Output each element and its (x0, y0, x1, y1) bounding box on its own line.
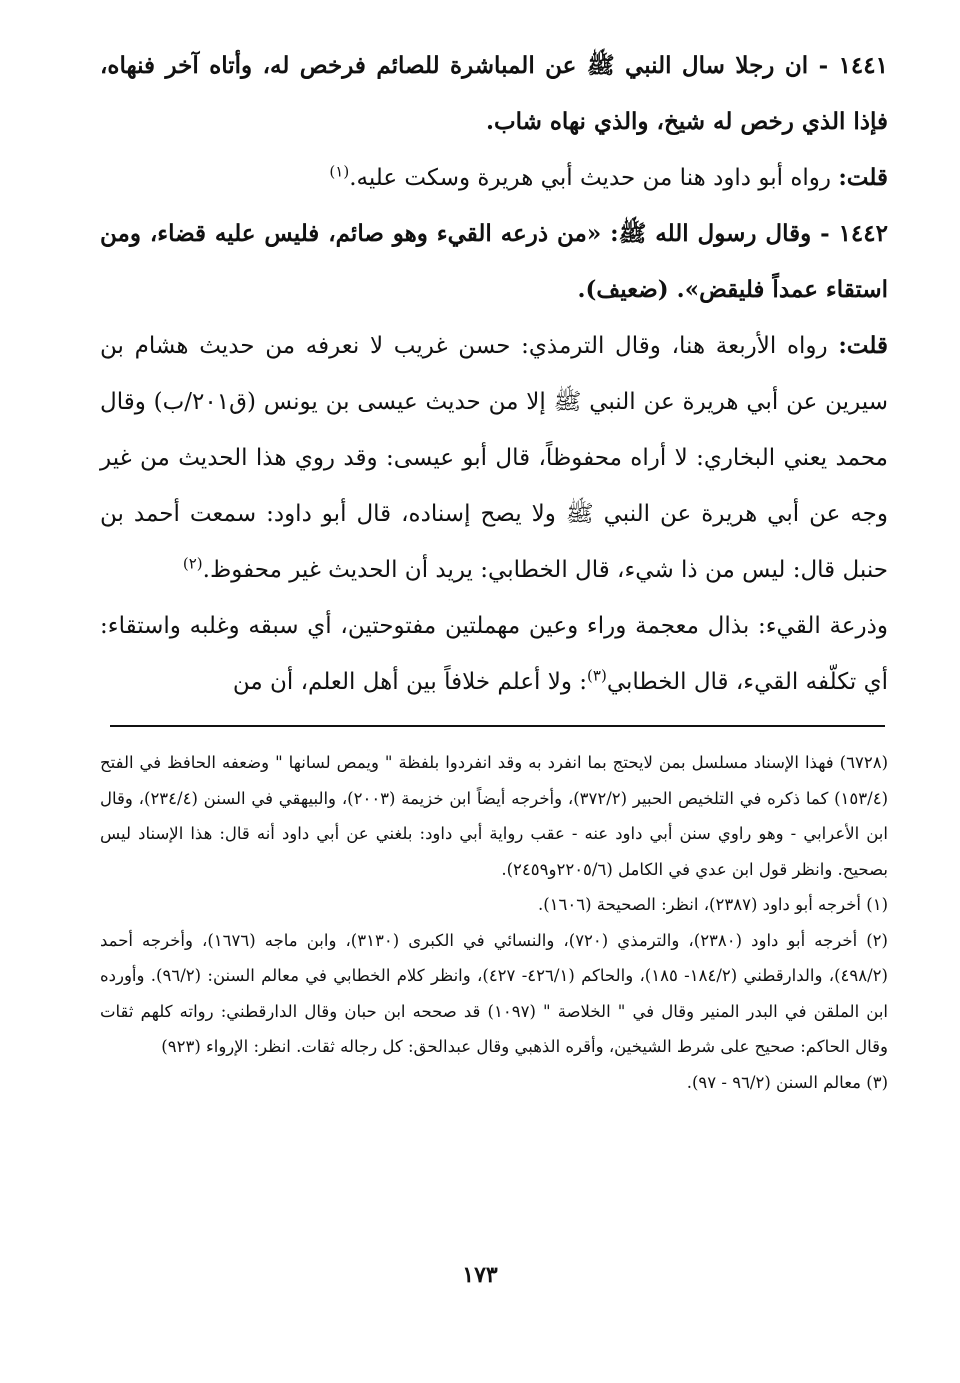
explanation-paragraph (100, 598, 888, 710)
footnote-3: (٣) معالم السنن (٩٦/٢ - ٩٧). (686, 1072, 888, 1092)
hadith-1442: ١٤٤٢ - وقال رسول الله ﷺ: «من ذرعه القيء وهو صائم، فليس عليه قضاء، ومن استقاء عمداً فليقض». (ضعيف). (100, 220, 888, 303)
comment-lead: قلت: (838, 164, 888, 191)
footnote-ref-2: (٢) (182, 554, 203, 573)
comment-1442 (100, 318, 888, 598)
comment-1441 (100, 150, 888, 206)
explanation-text-cont: : ولا أعلم خلافاً بين أهل العلم، أن من (232, 669, 588, 695)
page-number: ١٧٣ (462, 1262, 498, 1288)
footnote-ref-3: (٣) (587, 666, 607, 685)
comment-lead: قلت: (838, 332, 888, 359)
explanation-text: وذرعة القيء: بذال معجمة وراء وعين مهملتين مفتوحتين، أي سبقه وغلبه واستقاء: أي تكلّفه القيء، قال الخطابي (100, 613, 888, 695)
comment-body: رواه الأربعة هنا، وقال الترمذي: حسن غريب لا نعرفه من حديث هشام بن سيرين عن أبي هريرة عن النبي ﷺ إلا من حديث عيسى بن يونس (ق٢٠١/ب) وقال محمد يعني البخاري: لا أراه محفوظاً، قال أبو عيسى: وقد روي هذا الحديث من غير وجه عن أبي هريرة عن النبي ﷺ ولا يصح إسناده، قال أبو داود: سمعت أحمد بن حنبل قال: ليس من ذا شيء، قال الخطابي: يريد أن الحديث غير محفوظ. (100, 333, 888, 583)
footnotes (100, 745, 888, 1100)
footnote-separator (110, 725, 885, 727)
footnote-2: (٢) أخرجه أبو داود (٢٣٨٠)، والترمذي (٧٢٠)، والنسائي في الكبرى (٣١٣٠)، وابن ماجه (١٦٧٦)، وأخرجه أحمد (٤٩٨/٢)، والدارقطني (١٨٤/٢- ١٨٥)، والحاكم (٤٢٦/١- ٤٢٧)، وانظر كلام الخطابي في معالم السنن: (٩٦/٢). وأورده ابن الملقن في البدر المنير وقال في " الخلاصة " (١٠٩٧) قد صححه ابن حبان وقال الدارقطني: رواته كلهم ثقات وقال الحاكم: صحيح على شرط الشيخين، وأقره الذهبي وقال عبدالحق: كل رجاله ثقات. انظر: الإرواء (٩٢٣) (100, 930, 888, 1056)
hadith-1441: ١٤٤١ - ان رجلا سال النبي ﷺ عن المباشرة للصائم فرخص له، وأتاه آخر فنهاه، فإذا الذي رخص له شيخ، والذي نهاه شاب. (100, 52, 888, 135)
main-text (100, 38, 888, 710)
footnote-6728: (٦٧٢٨) فهذا الإسناد مسلسل بمن لايحتج بما انفرد به وقد انفردوا بلفظة " ويمص لسانها " وضعفه الحافظ في الفتح (١٥٣/٤) كما ذكره في التلخيص الحبير (٣٧٢/٢)، وأخرجه أيضاً ابن خزيمة (٢٠٠٣)، والبيهقي في السنن (٢٣٤/٤)، وقال ابن الأعرابي - وهو راوي سنن أبي داود عنه - عقب رواية أبي داود: بلغني عن أبي داود أنه قال: هذا الإسناد ليس بصحيح. وانظر قول ابن عدي في الكامل (٢٢٠٥/٦و٢٤٥٩). (100, 753, 888, 879)
footnote-1: (١) أخرجه أبو داود (٢٣٨٧)، انظر: الصحيحة (١٦٠٦). (537, 895, 888, 914)
footnote-ref-1: (١) (329, 162, 350, 181)
comment-body: رواه أبو داود هنا من حديث أبي هريرة وسكت عليه. (349, 165, 839, 191)
